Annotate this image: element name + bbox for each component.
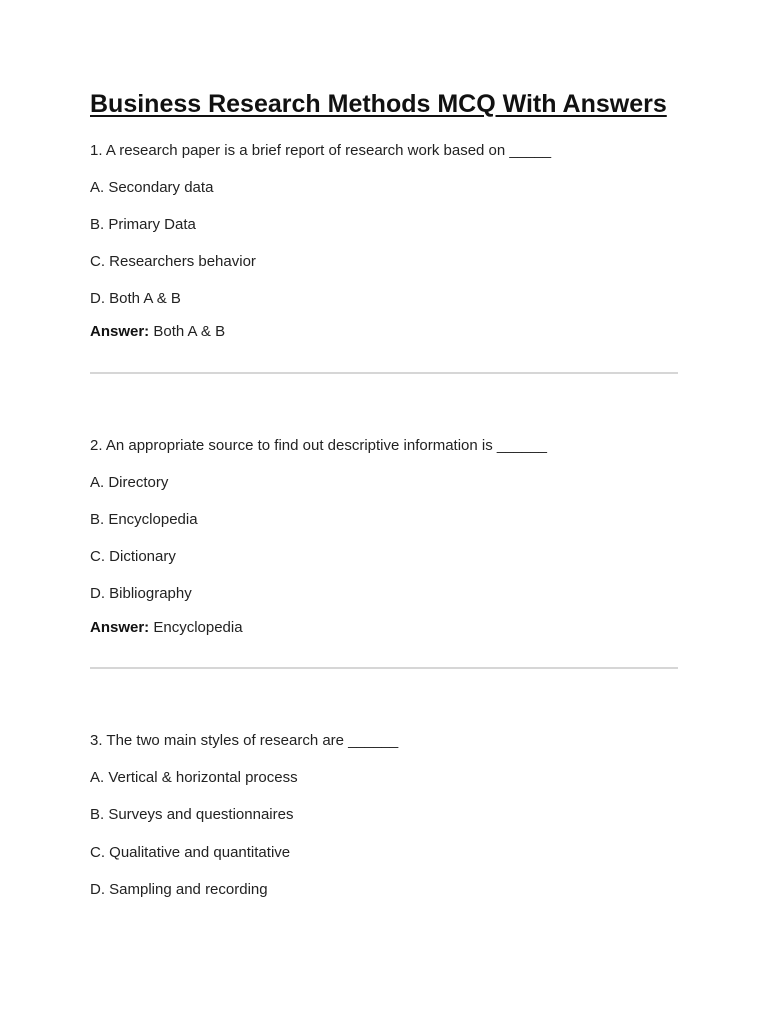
option-1b: B. Primary Data <box>90 216 196 233</box>
option-1d: D. Both A & B <box>90 290 181 307</box>
section-divider-2 <box>90 667 678 669</box>
answer-value-2: Encyclopedia <box>149 619 243 636</box>
option-1c: C. Researchers behavior <box>90 253 256 270</box>
section-divider-1 <box>90 372 678 374</box>
question-text-2: 2. An appropriate source to find out descriptive information is ______ <box>90 437 547 454</box>
option-1a: A. Secondary data <box>90 179 214 196</box>
option-2a: A. Directory <box>90 474 169 491</box>
answer-label-2: Answer: <box>90 619 150 636</box>
answer-label-1: Answer: <box>90 323 150 340</box>
answer-2 <box>90 619 243 637</box>
option-2b: B. Encyclopedia <box>90 511 198 528</box>
question-text-3: 3. The two main styles of research are ______ <box>90 732 399 749</box>
answer-value-1: Both A & B <box>149 323 226 340</box>
option-2d: D. Bibliography <box>90 585 192 602</box>
question-text-1: 1. A research paper is a brief report of research work based on _____ <box>90 142 552 159</box>
option-3b: B. Surveys and questionnaires <box>90 806 294 823</box>
option-3a: A. Vertical & horizontal process <box>90 769 298 786</box>
option-3d: D. Sampling and recording <box>90 881 268 898</box>
document-title: Business Research Methods MCQ With Answers <box>90 90 667 118</box>
option-3c: C. Qualitative and quantitative <box>90 844 291 861</box>
answer-1 <box>90 323 225 341</box>
option-2c: C. Dictionary <box>90 548 176 565</box>
